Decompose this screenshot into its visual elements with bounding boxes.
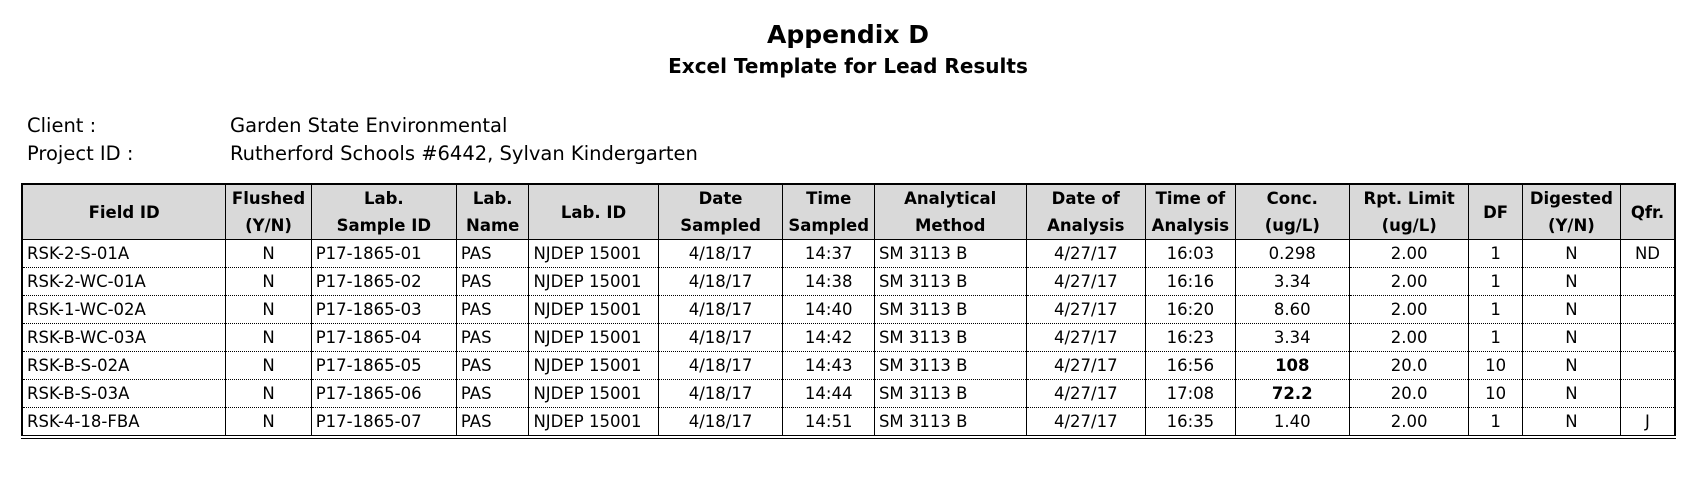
column-header	[529, 184, 658, 240]
table-row	[22, 240, 1675, 268]
table-cell: 14:43	[783, 352, 874, 380]
table-cell: N	[1522, 296, 1620, 324]
table-cell: RSK-B-S-03A	[22, 380, 226, 408]
column-header-text: Rpt. Limit	[1363, 189, 1455, 208]
column-header-text: Lab.	[363, 189, 404, 208]
table-cell: N	[1522, 268, 1620, 296]
column-header-text: Time	[806, 189, 852, 208]
table-cell: P17-1865-05	[311, 352, 456, 380]
table-cell: SM 3113 B	[874, 408, 1026, 438]
column-header	[1522, 184, 1620, 240]
column-header-text: Qfr.	[1630, 202, 1665, 222]
column-header-text: Time of	[1155, 189, 1226, 208]
table-cell: 2.00	[1349, 240, 1469, 268]
table-cell: N	[226, 268, 311, 296]
table-cell: 10	[1469, 380, 1522, 408]
column-header-text: Date of	[1051, 189, 1120, 208]
table-cell: 1.40	[1235, 408, 1349, 438]
column-header	[22, 184, 226, 240]
column-header-text: (Y/N)	[1547, 216, 1595, 235]
table-cell: 4/18/17	[658, 408, 783, 438]
table-cell: 2.00	[1349, 268, 1469, 296]
table-cell: 14:40	[783, 296, 874, 324]
table-cell	[1620, 296, 1675, 324]
table-cell: 0.298	[1235, 240, 1349, 268]
table-cell: NJDEP 15001	[529, 380, 658, 408]
column-header	[1235, 184, 1349, 240]
table-cell: PAS	[456, 268, 529, 296]
table-header-row	[22, 184, 1675, 240]
table-cell: 1	[1469, 324, 1522, 352]
page-title: Appendix D	[767, 20, 929, 49]
column-header-text: Flushed	[231, 189, 306, 208]
table-cell: 20.0	[1349, 380, 1469, 408]
table-cell: RSK-B-S-02A	[22, 352, 226, 380]
column-header-text: Conc.	[1266, 189, 1318, 208]
table-cell: N	[226, 352, 311, 380]
table-cell: 4/18/17	[658, 324, 783, 352]
column-header-text: Analytical	[904, 189, 997, 208]
table-cell: 16:35	[1146, 408, 1236, 438]
table-cell: 2.00	[1349, 296, 1469, 324]
table-cell: RSK-2-WC-01A	[22, 268, 226, 296]
table-cell: NJDEP 15001	[529, 352, 658, 380]
column-header	[783, 184, 874, 240]
table-cell	[1620, 352, 1675, 380]
table-cell: 20.0	[1349, 352, 1469, 380]
table-cell: 3.34	[1235, 268, 1349, 296]
table-cell: N	[1522, 240, 1620, 268]
table-cell: 16:20	[1146, 296, 1236, 324]
table-cell: 1	[1469, 296, 1522, 324]
column-header	[1469, 184, 1522, 240]
table-cell: NJDEP 15001	[529, 240, 658, 268]
table-cell: N	[1522, 324, 1620, 352]
table-cell: 10	[1469, 352, 1522, 380]
table-cell: PAS	[456, 296, 529, 324]
table-cell: RSK-4-18-FBA	[22, 408, 226, 438]
table-cell: 16:16	[1146, 268, 1236, 296]
table-cell: 4/27/17	[1026, 380, 1146, 408]
column-header-text: Date	[698, 189, 743, 208]
client-label: Client :	[27, 114, 97, 137]
table-row	[22, 296, 1675, 324]
table-cell: 1	[1469, 268, 1522, 296]
table-cell: 4/27/17	[1026, 268, 1146, 296]
table-cell: N	[226, 380, 311, 408]
column-header	[658, 184, 783, 240]
table-cell: 16:56	[1146, 352, 1236, 380]
table-cell: 4/18/17	[658, 240, 783, 268]
table-cell: NJDEP 15001	[529, 296, 658, 324]
column-header	[456, 184, 529, 240]
table-cell	[1620, 380, 1675, 408]
column-header-text: (ug/L)	[1381, 216, 1437, 235]
table-cell: 4/27/17	[1026, 240, 1146, 268]
table-cell: 14:51	[783, 408, 874, 438]
table-cell: RSK-2-S-01A	[22, 240, 226, 268]
table-cell: N	[1522, 352, 1620, 380]
table-cell: N	[1522, 408, 1620, 438]
table-cell: 4/18/17	[658, 296, 783, 324]
table-cell: PAS	[456, 380, 529, 408]
table-cell: SM 3113 B	[874, 352, 1026, 380]
table-cell: P17-1865-06	[311, 380, 456, 408]
column-header-text: Field ID	[88, 202, 160, 222]
table-cell: P17-1865-02	[311, 268, 456, 296]
column-header	[1026, 184, 1146, 240]
table-cell: N	[226, 296, 311, 324]
column-header-text: Lab.	[472, 189, 513, 208]
table-cell: 72.2	[1235, 380, 1349, 408]
table-cell: 108	[1235, 352, 1349, 380]
column-header-text: Lab. ID	[560, 202, 627, 222]
table-cell: ND	[1620, 240, 1675, 268]
table-row	[22, 324, 1675, 352]
page-subtitle: Excel Template for Lead Results	[668, 54, 1028, 78]
column-header-text: Analysis	[1151, 216, 1230, 235]
table-cell: P17-1865-01	[311, 240, 456, 268]
column-header	[1349, 184, 1469, 240]
table-cell: 4/18/17	[658, 268, 783, 296]
table-cell: P17-1865-04	[311, 324, 456, 352]
column-header	[1146, 184, 1236, 240]
table-cell: 14:37	[783, 240, 874, 268]
table-cell: 4/18/17	[658, 352, 783, 380]
column-header	[1620, 184, 1675, 240]
table-cell: 14:42	[783, 324, 874, 352]
table-cell: P17-1865-07	[311, 408, 456, 438]
table-cell: N	[226, 408, 311, 438]
column-header-text: (ug/L)	[1264, 216, 1320, 235]
table-cell: 4/18/17	[658, 380, 783, 408]
column-header-text: Digested	[1529, 189, 1613, 208]
table-cell: 16:23	[1146, 324, 1236, 352]
table-cell: N	[226, 240, 311, 268]
client-value: Garden State Environmental	[230, 114, 508, 137]
lead-results-table	[21, 183, 1676, 439]
table-cell: NJDEP 15001	[529, 408, 658, 438]
table-cell: PAS	[456, 408, 529, 438]
column-header-text: DF	[1483, 202, 1509, 222]
table-cell: 8.60	[1235, 296, 1349, 324]
table-cell	[1620, 324, 1675, 352]
table-cell: 1	[1469, 240, 1522, 268]
table-row	[22, 268, 1675, 296]
column-header-text: Sampled	[788, 216, 870, 235]
table-cell: J	[1620, 408, 1675, 438]
project-id-value: Rutherford Schools #6442, Sylvan Kindergarten	[230, 142, 698, 165]
table-cell: SM 3113 B	[874, 380, 1026, 408]
table-cell	[1620, 268, 1675, 296]
table-cell: 2.00	[1349, 324, 1469, 352]
table-cell: 14:38	[783, 268, 874, 296]
column-header-text: Sample ID	[336, 216, 432, 235]
table-row	[22, 380, 1675, 408]
table-cell: N	[1522, 380, 1620, 408]
table-cell: 1	[1469, 408, 1522, 438]
column-header	[226, 184, 311, 240]
table-cell: 4/27/17	[1026, 408, 1146, 438]
table-cell: NJDEP 15001	[529, 324, 658, 352]
table-cell: 4/27/17	[1026, 296, 1146, 324]
table-cell: 4/27/17	[1026, 352, 1146, 380]
table-cell: PAS	[456, 240, 529, 268]
table-cell: SM 3113 B	[874, 240, 1026, 268]
table-cell: NJDEP 15001	[529, 268, 658, 296]
table-cell: RSK-B-WC-03A	[22, 324, 226, 352]
table-cell: 3.34	[1235, 324, 1349, 352]
table-cell: RSK-1-WC-02A	[22, 296, 226, 324]
column-header-text: (Y/N)	[245, 216, 292, 235]
table-cell: 4/27/17	[1026, 324, 1146, 352]
table-cell: SM 3113 B	[874, 268, 1026, 296]
table-cell: PAS	[456, 352, 529, 380]
column-header-text: Analysis	[1047, 216, 1125, 235]
project-id-label: Project ID :	[27, 142, 134, 165]
table-row	[22, 352, 1675, 380]
table-cell: SM 3113 B	[874, 324, 1026, 352]
column-header-text: Name	[466, 216, 520, 235]
table-cell: PAS	[456, 324, 529, 352]
column-header-text: Method	[915, 216, 986, 235]
table-cell: P17-1865-03	[311, 296, 456, 324]
table-cell: 2.00	[1349, 408, 1469, 438]
table-cell: 14:44	[783, 380, 874, 408]
table-cell: 17:08	[1146, 380, 1236, 408]
table-row	[22, 408, 1675, 438]
column-header	[874, 184, 1026, 240]
table-cell: N	[226, 324, 311, 352]
table-body	[22, 240, 1675, 438]
column-header-text: Sampled	[680, 216, 761, 235]
column-header	[311, 184, 456, 240]
table-cell: SM 3113 B	[874, 296, 1026, 324]
table-cell: 16:03	[1146, 240, 1236, 268]
